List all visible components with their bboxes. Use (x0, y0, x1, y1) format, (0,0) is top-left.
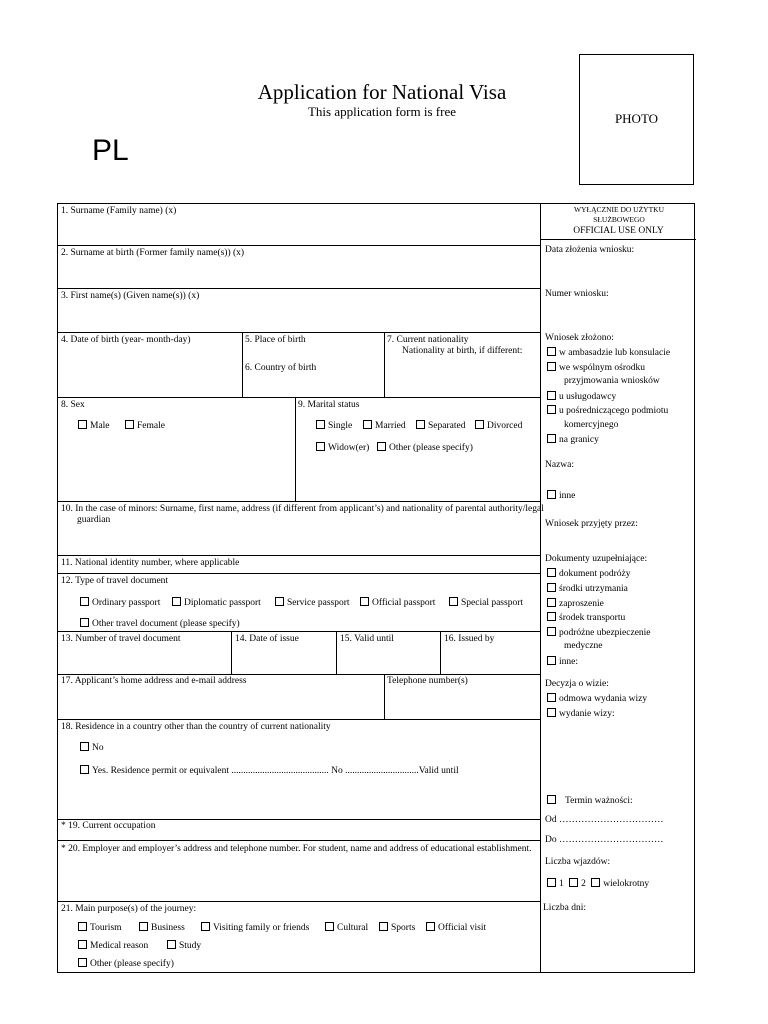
checkbox[interactable] (80, 597, 89, 606)
divider (58, 901, 540, 902)
official-option-embassy[interactable]: w ambasadzie lub konsulacie (547, 347, 670, 359)
official-doc-other[interactable]: inne: (547, 656, 578, 668)
official-doc-invitation[interactable]: zaproszenie (547, 598, 604, 610)
checkbox[interactable] (569, 878, 578, 887)
photo-label: PHOTO (614, 111, 659, 126)
checkbox[interactable] (547, 627, 556, 636)
page-title: Application for National Visa (257, 80, 507, 104)
checkbox[interactable] (80, 742, 89, 751)
divider (58, 332, 540, 333)
checkbox[interactable] (591, 878, 600, 887)
official-name-label: Nazwa: (545, 460, 575, 470)
official-doc-insurance[interactable]: podróżne ubezpieczenie (547, 627, 651, 639)
official-application-number: Numer wniosku: (545, 289, 609, 299)
photo-box[interactable] (579, 54, 694, 185)
purpose-sports-option[interactable]: Sports (379, 922, 415, 934)
current-nationality-field[interactable]: 7. Current nationality (387, 335, 469, 345)
residence-yes-option[interactable]: Yes. Residence permit or equivalent ......................................... No ...............................Valid until (80, 765, 459, 777)
checkbox[interactable] (167, 940, 176, 949)
official-column-divider (540, 204, 541, 972)
marital-status-label: 9. Marital status (298, 400, 360, 410)
official-validity[interactable]: Termin ważności: (547, 795, 633, 807)
journey-purpose-label: 21. Main purpose(s) of the journey: (61, 904, 197, 914)
official-option-common-centre[interactable]: we wspólnym ośrodku (547, 362, 645, 374)
checkbox[interactable] (379, 922, 388, 931)
official-days-label: Liczba dni: (543, 903, 586, 913)
checkbox[interactable] (547, 434, 556, 443)
divider (440, 631, 441, 674)
official-supporting-docs: Dokumenty uzupełniające: (545, 554, 648, 564)
official-valid-to[interactable]: Do …………………………… (545, 835, 664, 845)
doc-special-option[interactable]: Special passport (449, 597, 523, 609)
official-doc-travel[interactable]: dokument podróży (547, 568, 631, 580)
divider (384, 674, 385, 719)
checkbox[interactable] (80, 765, 89, 774)
marital-other-option[interactable]: Other (please specify) (377, 442, 473, 454)
doc-official-option[interactable]: Official passport (360, 597, 435, 609)
divider (58, 245, 540, 246)
purpose-tourism-option[interactable]: Tourism (78, 922, 122, 934)
checkbox[interactable] (547, 878, 556, 887)
checkbox[interactable] (547, 391, 556, 400)
checkbox[interactable] (547, 612, 556, 621)
doc-other-option[interactable]: Other travel document (please specify) (80, 618, 240, 630)
divider (58, 288, 540, 289)
checkbox[interactable] (78, 958, 87, 967)
official-doc-insurance-cont: medyczne (564, 641, 603, 651)
divider (231, 631, 232, 674)
checkbox[interactable] (547, 347, 556, 356)
official-option-intermediary-cont: komercyjnego (564, 420, 619, 430)
checkbox[interactable] (78, 922, 87, 931)
official-header-pl: WYŁĄCZNIE DO UŻYTKU SŁUŻBOWEGO (574, 205, 664, 224)
official-visa-decision: Decyzja o wizie: (545, 679, 609, 689)
checkbox[interactable] (80, 618, 89, 627)
official-option-provider[interactable]: u usługodawcy (547, 391, 616, 403)
residence-label: 18. Residence in a country other than the country of current nationality (61, 722, 331, 732)
checkbox[interactable] (547, 583, 556, 592)
current-occupation-field[interactable]: * 19. Current occupation (61, 821, 156, 831)
checkbox[interactable] (78, 940, 87, 949)
purpose-cultural-option[interactable]: Cultural (325, 922, 368, 934)
country-code: PL (92, 134, 129, 167)
divider (540, 239, 696, 240)
checkbox[interactable] (316, 442, 325, 451)
divider (58, 840, 540, 841)
checkbox[interactable] (547, 362, 556, 371)
purpose-visiting-option[interactable]: Visiting family or friends (201, 922, 309, 934)
marital-single-option[interactable]: Single (316, 420, 352, 432)
purpose-official-option[interactable]: Official visit (426, 922, 486, 934)
marital-widow-option[interactable]: Widow(er) (316, 442, 369, 454)
marital-married-option[interactable]: Married (363, 420, 406, 432)
official-decision-refused[interactable]: odmowa wydania wizy (547, 693, 647, 705)
doc-ordinary-option[interactable]: Ordinary passport (80, 597, 160, 609)
checkbox[interactable] (363, 420, 372, 429)
divider (58, 719, 540, 720)
date-of-issue-field[interactable]: 14. Date of issue (235, 634, 299, 644)
divider (242, 332, 243, 397)
official-decision-issued[interactable]: wydanie wizy: (547, 708, 615, 720)
purpose-medical-option[interactable]: Medical reason (78, 940, 148, 952)
divider (58, 573, 540, 574)
checkbox[interactable] (547, 568, 556, 577)
home-address-field[interactable]: 17. Applicant’s home address and e-mail address (61, 676, 247, 686)
checkbox[interactable] (325, 922, 334, 931)
official-submission-date: Data złożenia wniosku: (545, 245, 635, 255)
purpose-business-option[interactable]: Business (139, 922, 185, 934)
checkbox[interactable] (316, 420, 325, 429)
page-subtitle: This application form is free (307, 104, 456, 119)
employer-field[interactable]: * 20. Employer and employer’s address and telephone number. For student, name and address of educational establishment. (61, 844, 532, 854)
telephone-field[interactable]: Telephone number(s) (387, 676, 468, 686)
official-valid-from[interactable]: Od …………………………… (545, 815, 664, 825)
checkbox[interactable] (377, 442, 386, 451)
valid-until-field[interactable]: 15. Valid until (340, 634, 394, 644)
checkbox[interactable] (547, 405, 556, 414)
checkbox[interactable] (547, 656, 556, 665)
official-submitted-at: Wniosek złożono: (545, 333, 614, 343)
checkbox[interactable] (201, 922, 210, 931)
sex-female-option[interactable]: Female (125, 420, 165, 432)
doc-service-option[interactable]: Service passport (275, 597, 350, 609)
divider (384, 332, 385, 397)
checkbox[interactable] (275, 597, 284, 606)
nationality-at-birth-label: Nationality at birth, if different: (402, 346, 523, 356)
travel-document-number-field[interactable]: 13. Number of travel document (61, 634, 181, 644)
checkbox[interactable] (547, 693, 556, 702)
marital-divorced-option[interactable]: Divorced (475, 420, 522, 432)
divider (295, 397, 296, 501)
checkbox[interactable] (172, 597, 181, 606)
checkbox[interactable] (547, 708, 556, 717)
official-option-intermediary[interactable]: u pośredniczącego podmiotu (547, 405, 668, 417)
checkbox[interactable] (426, 922, 435, 931)
date-of-birth-field[interactable]: 4. Date of birth (year- month-day) (61, 335, 191, 345)
divider (58, 501, 540, 502)
official-entries-label: Liczba wjazdów: (545, 857, 611, 867)
checkbox[interactable] (475, 420, 484, 429)
surname-at-birth-field[interactable]: 2. Surname at birth (Former family name(s)) (x) (61, 248, 245, 258)
divider (58, 397, 540, 398)
divider (58, 819, 540, 820)
official-option-border[interactable]: na granicy (547, 434, 599, 446)
checkbox[interactable] (547, 490, 556, 499)
place-of-birth-field[interactable]: 5. Place of birth (245, 335, 306, 345)
surname-field[interactable]: 1. Surname (Family name) (x) (61, 206, 177, 216)
divider (58, 674, 540, 675)
residence-no-option[interactable]: No (80, 742, 104, 754)
marital-separated-option[interactable]: Separated (416, 420, 465, 432)
visa-form (57, 203, 695, 973)
doc-diplomatic-option[interactable]: Diplomatic passport (172, 597, 261, 609)
checkbox[interactable] (139, 922, 148, 931)
travel-document-type-label: 12. Type of travel document (61, 576, 169, 586)
official-doc-means[interactable]: środki utrzymania (547, 583, 628, 595)
purpose-study-option[interactable]: Study (167, 940, 201, 952)
checkbox[interactable] (449, 597, 458, 606)
purpose-other-option[interactable]: Other (please specify) (78, 958, 174, 970)
issued-by-field[interactable]: 16. Issued by (444, 634, 495, 644)
checkbox[interactable] (125, 420, 134, 429)
checkbox[interactable] (547, 795, 556, 804)
checkbox[interactable] (78, 420, 87, 429)
national-id-field[interactable]: 11. National identity number, where applicable (61, 558, 240, 568)
minors-guardian-field[interactable]: 10. In the case of minors: Surname, first name, address (if different from applicant’s) and nationality of parental authority/legal guardian (61, 504, 544, 525)
divider (58, 555, 540, 556)
official-entries-options[interactable]: 1 2 wielokrotny (547, 878, 649, 890)
country-of-birth-field[interactable]: 6. Country of birth (245, 363, 317, 373)
sex-label: 8. Sex (61, 400, 85, 410)
official-option-other[interactable]: inne (547, 490, 575, 502)
official-received-by: Wniosek przyjęty przez: (545, 519, 638, 529)
official-header-en: OFFICIAL USE ONLY (573, 226, 664, 236)
divider (336, 631, 337, 674)
checkbox[interactable] (360, 597, 369, 606)
checkbox[interactable] (547, 598, 556, 607)
official-option-common-centre-cont: przyjmowania wniosków (564, 376, 660, 386)
official-doc-transport[interactable]: środek transportu (547, 612, 625, 624)
checkbox[interactable] (416, 420, 425, 429)
sex-male-option[interactable]: Male (78, 420, 110, 432)
first-name-field[interactable]: 3. First name(s) (Given name(s)) (x) (61, 291, 200, 301)
divider (58, 631, 540, 632)
